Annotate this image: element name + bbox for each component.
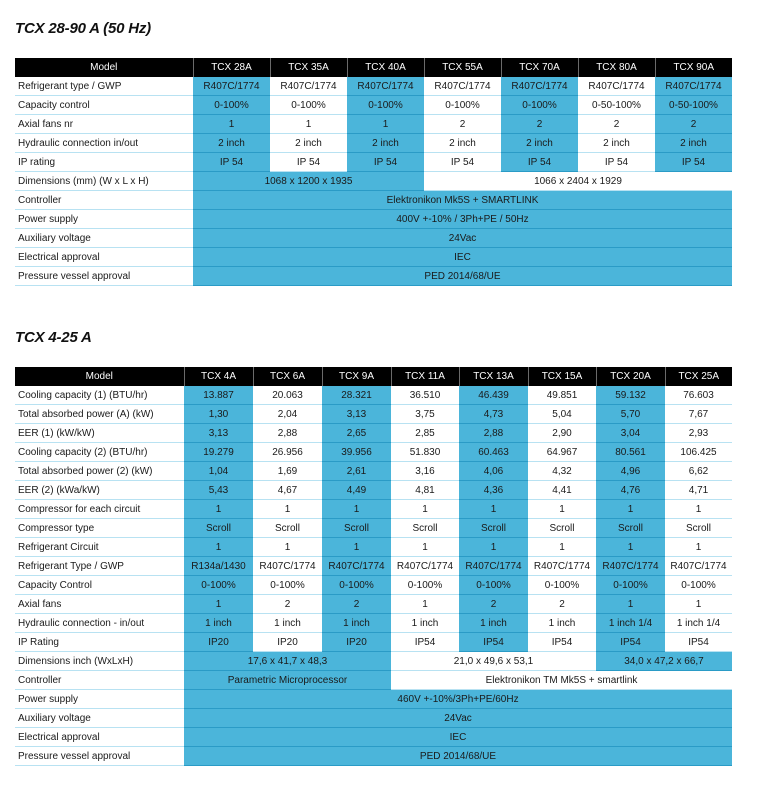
- spec-cell: IP54: [596, 633, 665, 652]
- spec-cell: 2,88: [253, 424, 322, 443]
- spec-cell: Scroll: [322, 519, 391, 538]
- spec-cell: IP54: [528, 633, 596, 652]
- spec-cell: Elektronikon Mk5S + SMARTLINK: [193, 191, 732, 210]
- table-row: [15, 595, 732, 614]
- spec-cell: R407C/1774: [322, 557, 391, 576]
- row-label: Electrical approval: [15, 248, 193, 267]
- table-row: [15, 229, 732, 248]
- spec-cell: 4,96: [596, 462, 665, 481]
- spec-cell: IP 54: [655, 153, 732, 172]
- tcx-4-25-spec-table: [15, 367, 732, 766]
- spec-cell: 106.425: [665, 443, 732, 462]
- spec-cell: 64.967: [528, 443, 596, 462]
- spec-cell: 39.956: [322, 443, 391, 462]
- row-label: Cooling capacity (2) (BTU/hr): [15, 443, 184, 462]
- spec-cell: 2 inch: [424, 134, 501, 153]
- spec-cell: Scroll: [528, 519, 596, 538]
- table-row: [15, 519, 732, 538]
- spec-cell: 0-100%: [270, 96, 347, 115]
- table1-title: TCX 28-90 A (50 Hz): [15, 20, 151, 37]
- spec-cell: 1: [347, 115, 424, 134]
- spec-cell: Scroll: [596, 519, 665, 538]
- table-row: [15, 172, 732, 191]
- spec-cell: 0-50-100%: [578, 96, 655, 115]
- table-row: [15, 248, 732, 267]
- spec-cell: 5,43: [184, 481, 253, 500]
- spec-cell: 4,76: [596, 481, 665, 500]
- spec-cell: 0-100%: [253, 576, 322, 595]
- row-label: Total absorbed power (A) (kW): [15, 405, 184, 424]
- spec-cell: Scroll: [253, 519, 322, 538]
- spec-cell: 2: [528, 595, 596, 614]
- spec-cell: 1: [322, 538, 391, 557]
- spec-cell: 28.321: [322, 386, 391, 405]
- spec-cell: R407C/1774: [424, 77, 501, 96]
- spec-cell: 2 inch: [501, 134, 578, 153]
- spec-cell: R407C/1774: [347, 77, 424, 96]
- spec-cell: R407C/1774: [578, 77, 655, 96]
- row-label: Power supply: [15, 210, 193, 229]
- table-row: [15, 443, 732, 462]
- header-model: TCX 9A: [322, 367, 391, 386]
- header-model: TCX 35A: [270, 58, 347, 77]
- spec-cell: IP54: [391, 633, 459, 652]
- spec-cell: R407C/1774: [459, 557, 528, 576]
- spec-cell: 4,73: [459, 405, 528, 424]
- spec-cell: 0-100%: [322, 576, 391, 595]
- row-label: Compressor type: [15, 519, 184, 538]
- row-label: Dimensions (mm) (W x L x H): [15, 172, 193, 191]
- row-label: EER (2) (kWa/kW): [15, 481, 184, 500]
- spec-cell: 2,88: [459, 424, 528, 443]
- row-label: Refrigerant Circuit: [15, 538, 184, 557]
- spec-cell: 1: [184, 538, 253, 557]
- row-label: Hydraulic connection - in/out: [15, 614, 184, 633]
- spec-cell: Parametric Microprocessor: [184, 671, 391, 690]
- table-row: [15, 500, 732, 519]
- spec-cell: Scroll: [391, 519, 459, 538]
- spec-cell: 2 inch: [193, 134, 270, 153]
- spec-cell: 2,85: [391, 424, 459, 443]
- table-row: [15, 191, 732, 210]
- spec-cell: PED 2014/68/UE: [193, 267, 732, 286]
- table-row: [15, 481, 732, 500]
- spec-cell: 0-100%: [347, 96, 424, 115]
- spec-cell: 1: [184, 595, 253, 614]
- spec-cell: 24Vac: [184, 709, 732, 728]
- spec-cell: 1066 x 2404 x 1929: [424, 172, 732, 191]
- row-label: Compressor for each circuit: [15, 500, 184, 519]
- spec-cell: IP 54: [193, 153, 270, 172]
- row-label: Pressure vessel approval: [15, 747, 184, 766]
- table-row: [15, 690, 732, 709]
- spec-cell: IP 54: [501, 153, 578, 172]
- spec-cell: 460V +-10%/3Ph+PE/60Hz: [184, 690, 732, 709]
- header-model: TCX 80A: [578, 58, 655, 77]
- header-model: TCX 4A: [184, 367, 253, 386]
- table-row: [15, 709, 732, 728]
- header-model: TCX 11A: [391, 367, 459, 386]
- table-row: [15, 77, 732, 96]
- spec-cell: 0-100%: [596, 576, 665, 595]
- spec-cell: 1,69: [253, 462, 322, 481]
- header-model: TCX 6A: [253, 367, 322, 386]
- spec-cell: 2: [322, 595, 391, 614]
- header-model: TCX 70A: [501, 58, 578, 77]
- spec-cell: 2,61: [322, 462, 391, 481]
- spec-cell: IP 54: [270, 153, 347, 172]
- table-row: [15, 462, 732, 481]
- spec-cell: 36.510: [391, 386, 459, 405]
- spec-cell: 1: [665, 500, 732, 519]
- row-label: Auxiliary voltage: [15, 229, 193, 248]
- spec-cell: 2,90: [528, 424, 596, 443]
- spec-cell: IP54: [459, 633, 528, 652]
- table-row: [15, 538, 732, 557]
- header-model-label: Model: [15, 367, 184, 386]
- spec-cell: 3,04: [596, 424, 665, 443]
- row-label: Electrical approval: [15, 728, 184, 747]
- spec-cell: 2: [501, 115, 578, 134]
- spec-cell: 0-50-100%: [655, 96, 732, 115]
- spec-cell: IP 54: [578, 153, 655, 172]
- spec-cell: 2 inch: [655, 134, 732, 153]
- spec-cell: 1: [322, 500, 391, 519]
- spec-cell: 1 inch: [184, 614, 253, 633]
- row-label: Axial fans: [15, 595, 184, 614]
- spec-cell: 2: [655, 115, 732, 134]
- spec-cell: R407C/1774: [596, 557, 665, 576]
- spec-cell: 4,71: [665, 481, 732, 500]
- spec-cell: 21,0 x 49,6 x 53,1: [391, 652, 596, 671]
- spec-cell: IP 54: [347, 153, 424, 172]
- spec-cell: 1: [665, 595, 732, 614]
- spec-cell: 4,41: [528, 481, 596, 500]
- spec-cell: 1,30: [184, 405, 253, 424]
- spec-cell: 2,65: [322, 424, 391, 443]
- spec-cell: 2: [424, 115, 501, 134]
- spec-cell: 1: [528, 538, 596, 557]
- spec-cell: 1: [596, 538, 665, 557]
- spec-cell: R407C/1774: [193, 77, 270, 96]
- row-label: Total absorbed power (2) (kW): [15, 462, 184, 481]
- table-row: [15, 153, 732, 172]
- spec-cell: 1: [459, 500, 528, 519]
- spec-cell: 1: [459, 538, 528, 557]
- header-model: TCX 25A: [665, 367, 732, 386]
- row-label: Refrigerant Type / GWP: [15, 557, 184, 576]
- spec-cell: IP 54: [424, 153, 501, 172]
- spec-cell: 400V +-10% / 3Ph+PE / 50Hz: [193, 210, 732, 229]
- spec-cell: 7,67: [665, 405, 732, 424]
- row-label: Refrigerant type / GWP: [15, 77, 193, 96]
- spec-cell: R407C/1774: [253, 557, 322, 576]
- table-row: [15, 576, 732, 595]
- tcx-28-90-spec-table: [15, 58, 732, 286]
- spec-cell: 0-100%: [501, 96, 578, 115]
- spec-cell: 1: [391, 538, 459, 557]
- spec-cell: 1068 x 1200 x 1935: [193, 172, 424, 191]
- row-label: Capacity control: [15, 96, 193, 115]
- spec-cell: Scroll: [184, 519, 253, 538]
- spec-cell: 0-100%: [391, 576, 459, 595]
- header-model: TCX 15A: [528, 367, 596, 386]
- spec-cell: 1 inch 1/4: [596, 614, 665, 633]
- spec-cell: 0-100%: [424, 96, 501, 115]
- spec-cell: 51.830: [391, 443, 459, 462]
- table-row: [15, 728, 732, 747]
- spec-cell: R407C/1774: [655, 77, 732, 96]
- spec-cell: 1: [184, 500, 253, 519]
- spec-cell: 3,13: [184, 424, 253, 443]
- table-row: [15, 210, 732, 229]
- table-row: [15, 386, 732, 405]
- header-model: TCX 55A: [424, 58, 501, 77]
- row-label: Axial fans nr: [15, 115, 193, 134]
- spec-cell: 4,67: [253, 481, 322, 500]
- table-row: [15, 633, 732, 652]
- table2-title: TCX 4-25 A: [15, 329, 92, 346]
- table-row: [15, 96, 732, 115]
- spec-cell: 1: [391, 595, 459, 614]
- spec-cell: 1: [391, 500, 459, 519]
- table-row: [15, 115, 732, 134]
- spec-cell: 1: [193, 115, 270, 134]
- spec-cell: 2 inch: [347, 134, 424, 153]
- spec-cell: 0-100%: [459, 576, 528, 595]
- table-row: [15, 614, 732, 633]
- row-label: Pressure vessel approval: [15, 267, 193, 286]
- table-row: [15, 405, 732, 424]
- spec-cell: IP20: [184, 633, 253, 652]
- spec-cell: R407C/1774: [528, 557, 596, 576]
- spec-cell: R407C/1774: [665, 557, 732, 576]
- spec-cell: IP54: [665, 633, 732, 652]
- spec-cell: 4,49: [322, 481, 391, 500]
- header-row: [15, 367, 732, 386]
- header-model: TCX 90A: [655, 58, 732, 77]
- spec-cell: R407C/1774: [391, 557, 459, 576]
- row-label: Hydraulic connection in/out: [15, 134, 193, 153]
- spec-cell: PED 2014/68/UE: [184, 747, 732, 766]
- spec-cell: R407C/1774: [270, 77, 347, 96]
- header-row: [15, 58, 732, 77]
- row-label: Controller: [15, 671, 184, 690]
- spec-cell: 4,36: [459, 481, 528, 500]
- spec-cell: 1: [596, 595, 665, 614]
- spec-cell: 13.887: [184, 386, 253, 405]
- table-row: [15, 747, 732, 766]
- spec-cell: 1: [270, 115, 347, 134]
- spec-cell: 4,32: [528, 462, 596, 481]
- spec-cell: 6,62: [665, 462, 732, 481]
- spec-cell: 2: [459, 595, 528, 614]
- row-label: Capacity Control: [15, 576, 184, 595]
- spec-cell: 0-100%: [184, 576, 253, 595]
- table-row: [15, 671, 732, 690]
- header-model: TCX 13A: [459, 367, 528, 386]
- spec-cell: 26.956: [253, 443, 322, 462]
- spec-cell: 46.439: [459, 386, 528, 405]
- spec-cell: 2,04: [253, 405, 322, 424]
- header-model-label: Model: [15, 58, 193, 77]
- header-model: TCX 28A: [193, 58, 270, 77]
- spec-cell: 1 inch: [459, 614, 528, 633]
- spec-cell: Elektronikon TM Mk5S + smartlink: [391, 671, 732, 690]
- spec-cell: 3,13: [322, 405, 391, 424]
- spec-cell: 1: [253, 538, 322, 557]
- spec-cell: 5,04: [528, 405, 596, 424]
- spec-cell: 2 inch: [578, 134, 655, 153]
- spec-cell: 1,04: [184, 462, 253, 481]
- spec-cell: 0-100%: [193, 96, 270, 115]
- spec-cell: IEC: [193, 248, 732, 267]
- spec-cell: 1: [253, 500, 322, 519]
- spec-cell: Scroll: [665, 519, 732, 538]
- row-label: Cooling capacity (1) (BTU/hr): [15, 386, 184, 405]
- row-label: Controller: [15, 191, 193, 210]
- row-label: Power supply: [15, 690, 184, 709]
- spec-cell: IEC: [184, 728, 732, 747]
- spec-cell: 2 inch: [270, 134, 347, 153]
- table-row: [15, 134, 732, 153]
- spec-cell: 1 inch 1/4: [665, 614, 732, 633]
- table-row: [15, 424, 732, 443]
- spec-cell: 34,0 x 47,2 x 66,7: [596, 652, 732, 671]
- header-model: TCX 40A: [347, 58, 424, 77]
- spec-cell: 1: [528, 500, 596, 519]
- row-label: IP Rating: [15, 633, 184, 652]
- spec-cell: 0-100%: [665, 576, 732, 595]
- spec-cell: 76.603: [665, 386, 732, 405]
- spec-cell: 1 inch: [322, 614, 391, 633]
- spec-cell: 2: [578, 115, 655, 134]
- spec-cell: 4,81: [391, 481, 459, 500]
- spec-cell: IP20: [322, 633, 391, 652]
- table-row: [15, 267, 732, 286]
- spec-cell: 3,75: [391, 405, 459, 424]
- spec-cell: 4,06: [459, 462, 528, 481]
- spec-cell: 1 inch: [253, 614, 322, 633]
- spec-cell: 60.463: [459, 443, 528, 462]
- table-row: [15, 557, 732, 576]
- row-label: IP rating: [15, 153, 193, 172]
- spec-cell: 19.279: [184, 443, 253, 462]
- spec-cell: 17,6 x 41,7 x 48,3: [184, 652, 391, 671]
- spec-cell: R134a/1430: [184, 557, 253, 576]
- spec-cell: 0-100%: [528, 576, 596, 595]
- row-label: EER (1) (kW/kW): [15, 424, 184, 443]
- spec-cell: 59.132: [596, 386, 665, 405]
- row-label: Dimensions inch (WxLxH): [15, 652, 184, 671]
- spec-cell: 1: [596, 500, 665, 519]
- spec-cell: IP20: [253, 633, 322, 652]
- spec-cell: 2: [253, 595, 322, 614]
- spec-cell: 49.851: [528, 386, 596, 405]
- row-label: Auxiliary voltage: [15, 709, 184, 728]
- table-row: [15, 652, 732, 671]
- spec-cell: 1 inch: [391, 614, 459, 633]
- spec-cell: R407C/1774: [501, 77, 578, 96]
- spec-cell: 80.561: [596, 443, 665, 462]
- spec-cell: 1 inch: [528, 614, 596, 633]
- spec-cell: 20.063: [253, 386, 322, 405]
- header-model: TCX 20A: [596, 367, 665, 386]
- spec-cell: 3,16: [391, 462, 459, 481]
- spec-cell: 24Vac: [193, 229, 732, 248]
- spec-cell: 1: [665, 538, 732, 557]
- spec-cell: 2,93: [665, 424, 732, 443]
- spec-cell: Scroll: [459, 519, 528, 538]
- spec-cell: 5,70: [596, 405, 665, 424]
